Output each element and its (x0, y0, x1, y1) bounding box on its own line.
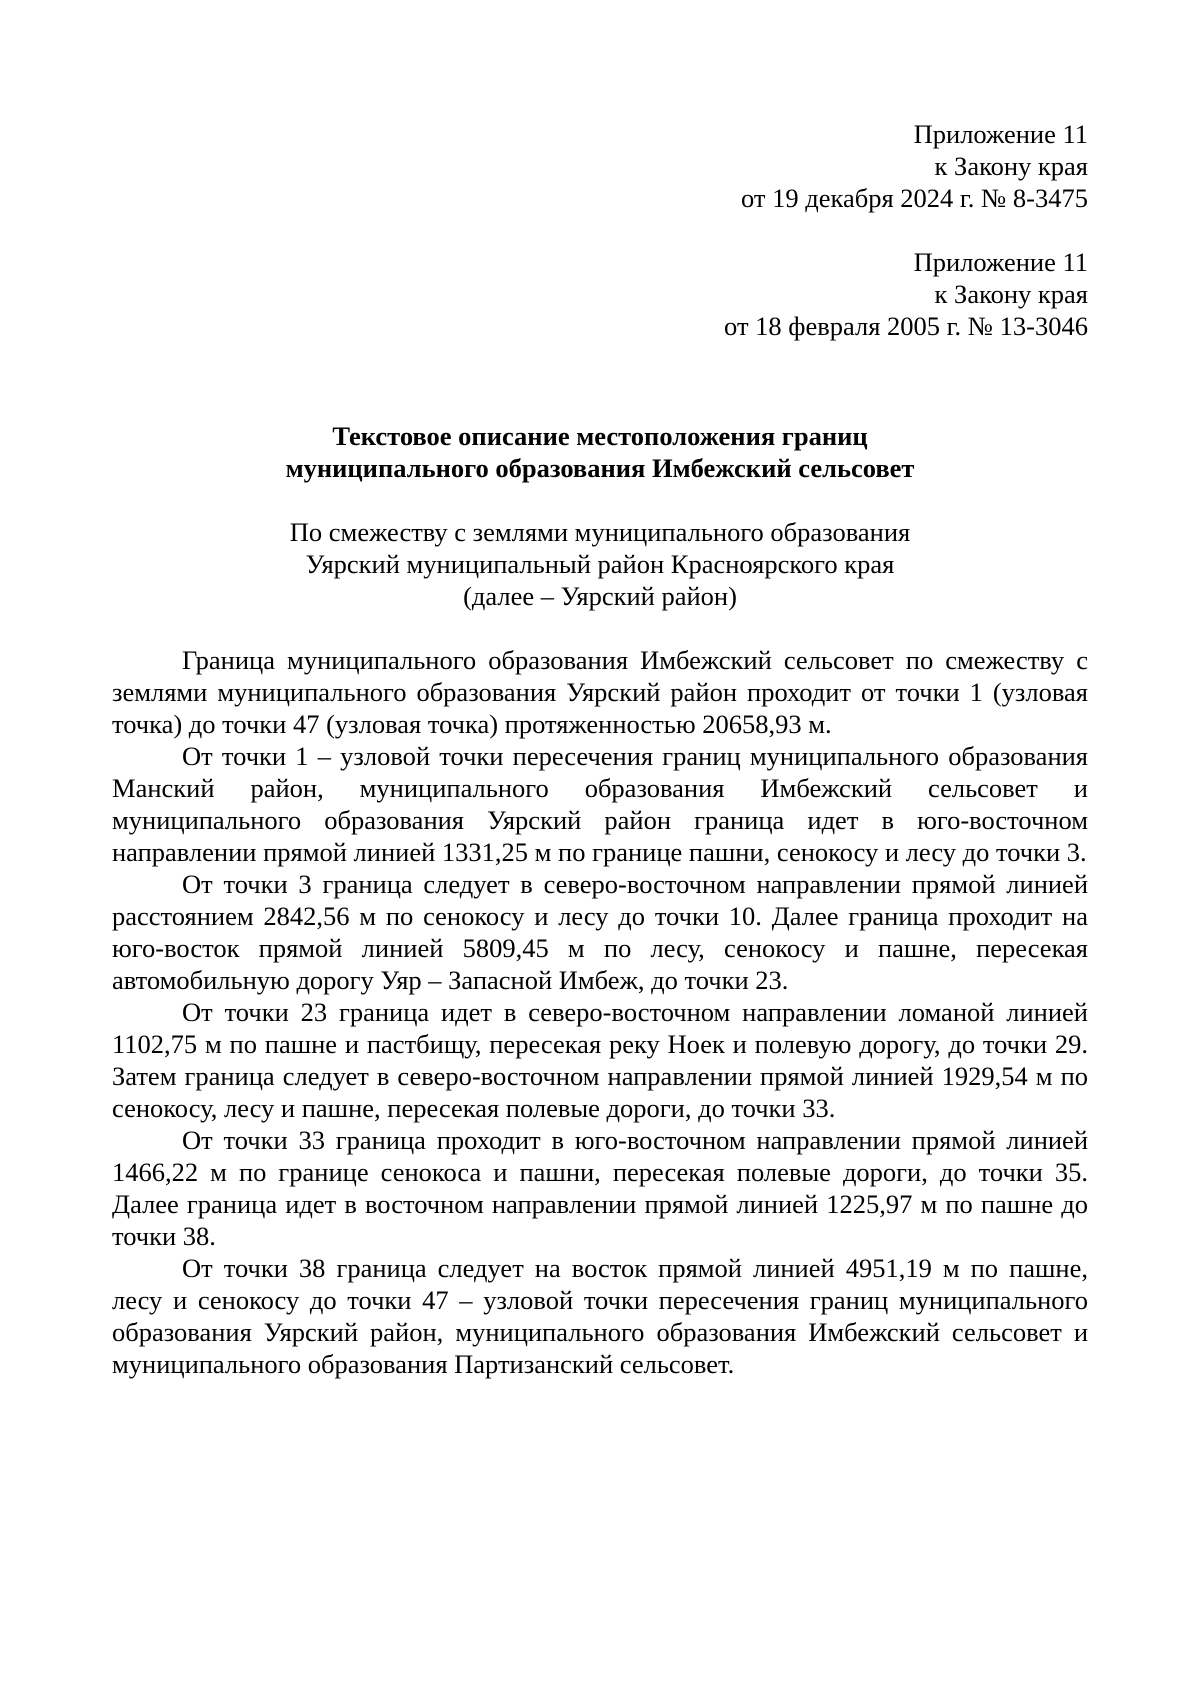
body-paragraph: От точки 1 – узловой точки пересечения границ муниципального образования Манский район, муниципального образования Имбежский сельсовет и муниципального образования Уярский район граница идет в юго-восточном направлении прямой линией 1331,25 м по границе пашни, сенокосу и лесу до точки 3. (112, 741, 1088, 867)
appendix-header-current (112, 118, 1088, 214)
title-line: муниципального образования Имбежский сельсовет (285, 453, 915, 483)
appendix-number: Приложение 11 (913, 119, 1088, 149)
body-paragraph: От точки 23 граница идет в северо-восточном направлении ломаной линией 1102,75 м по пашне и пастбищу, пересекая реку Ноек и полевую дорогу, до точки 29. Затем граница следует в северо-восточном направлении прямой линией 1929,54 м по сенокосу, лесу и пашне, пересекая полевые дороги, до точки 33. (112, 997, 1088, 1123)
document-body (112, 644, 1088, 1380)
section-heading (112, 516, 1088, 612)
title-line: Текстовое описание местоположения границ (332, 421, 868, 451)
appendix-law-date: от 19 декабря 2024 г. № 8-3475 (741, 183, 1088, 213)
document-title (112, 420, 1088, 484)
section-heading-line: По смежеству с землями муниципального образования (289, 517, 911, 547)
body-paragraph: От точки 3 граница следует в северо-восточном направлении прямой линией расстоянием 2842,56 м по сенокосу и лесу до точки 10. Далее граница проходит на юго-восток прямой линией 5809,45 м по лесу, сенокосу и пашне, пересекая автомобильную дорогу Уяр – Запасной Имбеж, до точки 23. (112, 869, 1088, 995)
appendix-number: Приложение 11 (913, 247, 1088, 277)
appendix-law-date: от 18 февраля 2005 г. № 13-3046 (724, 311, 1088, 341)
body-paragraph: Граница муниципального образования Имбежский сельсовет по смежеству с землями муниципального образования Уярский район проходит от точки 1 (узловая точка) до точки 47 (узловая точка) протяженностью 20658,93 м. (112, 645, 1088, 739)
body-paragraph: От точки 33 граница проходит в юго-восточном направлении прямой линией 1466,22 м по границе сенокоса и пашни, пересекая полевые дороги, до точки 35. Далее граница идет в восточном направлении прямой линией 1225,97 м по пашне до точки 38. (112, 1125, 1088, 1251)
appendix-law-reference: к Закону края (934, 279, 1088, 309)
body-paragraph: От точки 38 граница следует на восток прямой линией 4951,19 м по пашне, лесу и сенокосу до точки 47 – узловой точки пересечения границ муниципального образования Уярский район, муниципального образования Имбежский сельсовет и муниципального образования Партизанский сельсовет. (112, 1253, 1088, 1379)
section-heading-line: Уярский муниципальный район Красноярского края (305, 549, 895, 579)
appendix-law-reference: к Закону края (934, 151, 1088, 181)
appendix-header-original (112, 246, 1088, 342)
section-heading-line: (далее – Уярский район) (463, 581, 737, 611)
